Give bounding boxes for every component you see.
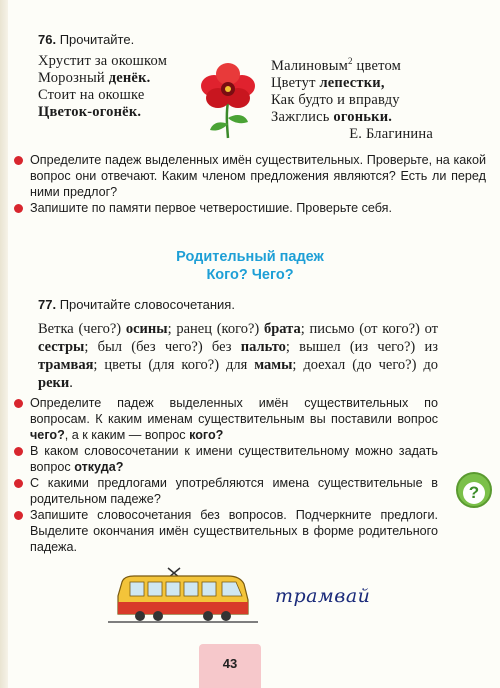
task-item: Запишите по памяти первое четверостишие. Проверьте себя. [14, 200, 486, 216]
exercise-76-header [38, 32, 134, 48]
section-subtitle: Кого? Чего? [206, 267, 294, 283]
bullet-dot-icon [14, 447, 23, 456]
task-item: В каком словосочетании к имени существительному можно задать вопрос откуда? [14, 443, 438, 475]
poem-line: Цветок-огонёк. [38, 104, 142, 120]
poem-line: Зажглись огоньки. [271, 108, 393, 125]
poem-line: Малиновым$^2$ цветом [271, 56, 402, 74]
poem-line: Стоит на окошке [38, 87, 145, 103]
bullet-dot-icon [14, 399, 23, 408]
task-item: Определите падеж выделенных имён существительных. Проверьте, на какой вопрос они отвечают. Каким членом предложения являются? Есть ли перед ними предлог? [14, 152, 486, 200]
tram-icon [108, 566, 258, 626]
bullet-dot-icon [14, 511, 23, 520]
exercise-76-instruction: Прочитайте. [59, 32, 135, 47]
bullet-dot-icon [14, 204, 23, 213]
task-item: Запишите словосочетания без вопросов. Подчеркните предлоги. Выделите окончания имён существительных в форме родительного падежа. [14, 507, 438, 555]
poem-line: Как будто и вправду [271, 91, 400, 108]
poem-left-stanza [38, 53, 167, 121]
poem-line: Морозный денёк. [38, 70, 151, 86]
page-number: 43 [222, 656, 238, 671]
exercise-77-phrases: Ветка (чего?) осины; ранец (кого?) брата; письмо (от кого?) от сестры; был (без чего?) без пальто; вышел (из чего?) из трамвая; цветы (для кого?) для мамы; доехал (до чего?) до реки. [38, 321, 438, 391]
exercise-76-number: 76. [38, 32, 57, 47]
section-title: Родительный падеж [176, 249, 324, 265]
poem-right-stanza [271, 53, 433, 143]
poem-line: Цветут лепестки, [271, 74, 385, 91]
poem-line: Хрустит за окошком [38, 53, 168, 69]
poem-author: Е. Благинина [349, 125, 433, 142]
handwritten-word: трамвай [275, 585, 371, 607]
bullet-dot-icon [14, 479, 23, 488]
task-item: Определите падеж выделенных имён существительных по вопросам. К каким именам существительным вы поставили вопрос чего?, а к каким — вопрос кого? [14, 395, 438, 443]
bullet-dot-icon [14, 156, 23, 165]
exercise-77-number: 77. [38, 297, 57, 312]
exercise-76-tasks [14, 152, 486, 216]
red-flower-icon [196, 62, 260, 140]
task-item: С какими предлогами употребляются имена существительные в родительном падеже? [14, 475, 438, 507]
page-edge [0, 0, 8, 688]
exercise-77-tasks [14, 395, 438, 555]
question-badge-icon: ? [456, 472, 492, 508]
exercise-77-instruction: Прочитайте словосочетания. [59, 297, 235, 312]
exercise-77-header [38, 297, 235, 313]
